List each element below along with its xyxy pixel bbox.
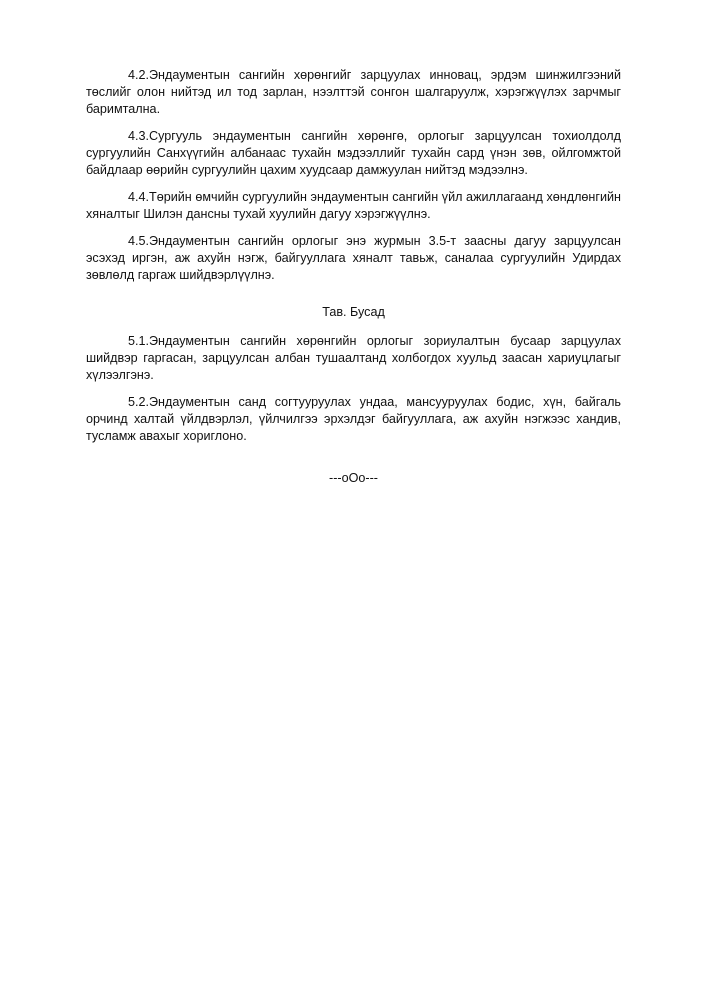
paragraph-4-2: 4.2.Эндаументын сангийн хөрөнгийг зарцуулах инновац, эрдэм шинжилгээний төслийг олон нийтэд ил тод зарлан, нээлттэй сонгон шалгаруулж, хэрэгжүүлэх зарчмыг баримтална. (86, 68, 621, 116)
paragraph-5-1: 5.1.Эндаументын сангийн хөрөнгийн орлогыг зориулалтын бусаар зарцуулах шийдвэр гаргасан, зарцуулсан албан тушаалтанд холбогдох хуульд заасан хариуцлагыг хүлээлгэнэ. (86, 334, 621, 382)
section-4-paragraphs (86, 67, 621, 284)
paragraph-4-3: 4.3.Сургууль эндаументын сангийн хөрөнгө, орлогыг зарцуулсан тохиолдолд сургуулийн Санхүүгийн албанаас тухайн мэдээллийг тухайн сард үнэн зөв, ойлгомжтой байдлаар өөрийн сургуулийн цахим хуудсаар дамжуулан нийтэд мэдээлнэ. (86, 129, 621, 177)
paragraph-4-5: 4.5.Эндаументын сангийн орлогыг энэ журмын 3.5-т заасны дагуу зарцуулсан эсэхэд иргэн, аж ахуйн нэгж, байгууллага хяналт тавьж, саналаа сургуулийн Удирдах зөвлөлд гаргаж шийдвэрлүүлнэ. (86, 234, 621, 282)
paragraph-4-4: 4.4.Төрийн өмчийн сургуулийн эндаументын сангийн үйл ажиллагаанд хөндлөнгийн хяналтыг Шилэн дансны тухай хуулийн дагуу хэрэгжүүлнэ. (86, 190, 621, 221)
document-end-mark: ---oOo--- (329, 471, 378, 485)
section-5-paragraphs (86, 333, 621, 445)
section-5-heading: Тав. Бусад (322, 305, 385, 319)
paragraph-5-2: 5.2.Эндаументын санд согтууруулах ундаа, мансууруулах бодис, хүн, байгаль орчинд халтай үйлдвэрлэл, үйлчилгээ эрхэлдэг байгууллага, аж ахуйн нэгжээс хандив, тусламж авахыг хориглоно. (86, 395, 621, 443)
